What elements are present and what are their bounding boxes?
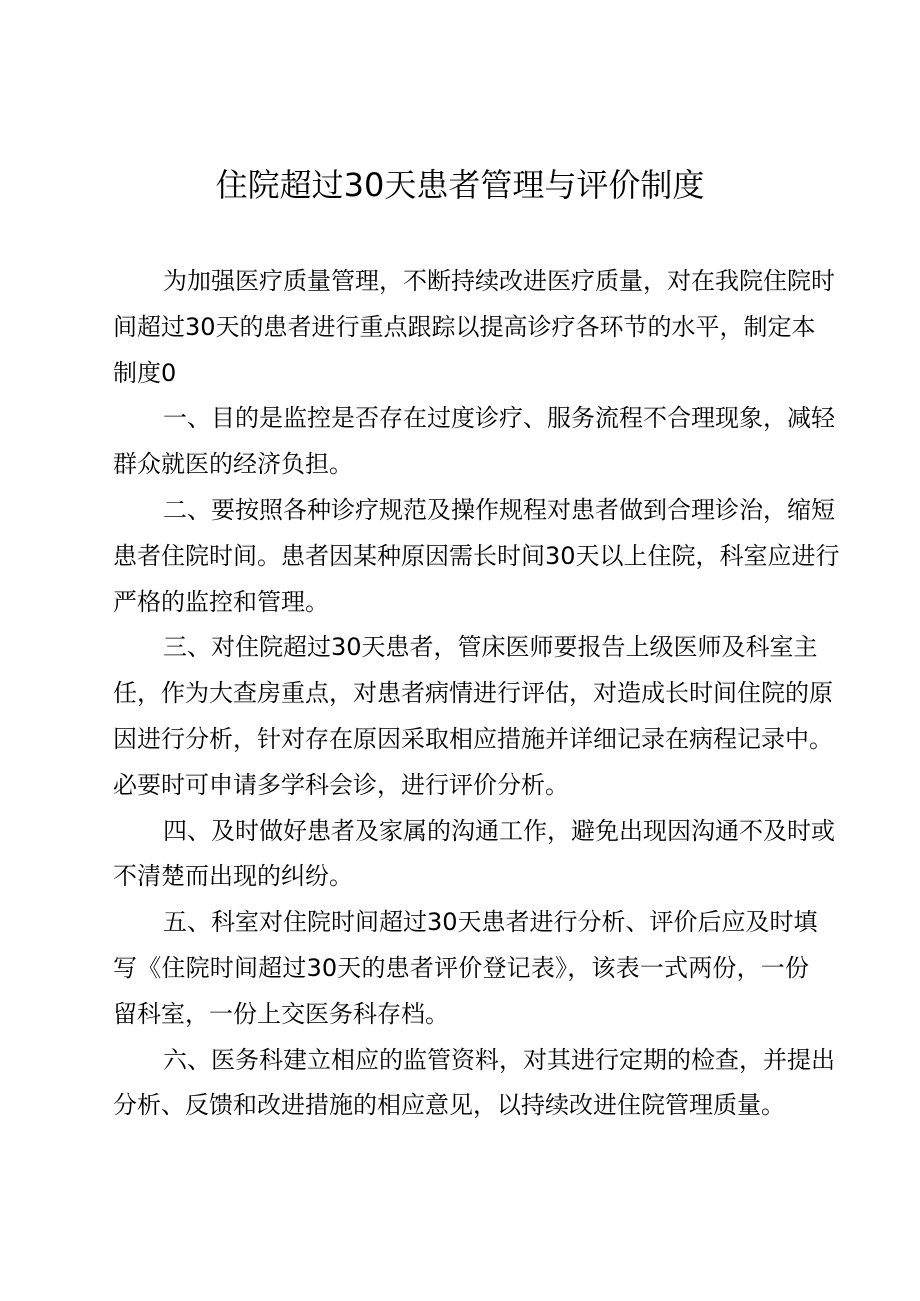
paragraph-line: 群众就医的经济负担。 [113, 450, 353, 479]
paragraph [113, 1038, 835, 1130]
paragraph-line: 患者住院时间。患者因某种原因需长时间30天以上住院，科室应进行 [113, 541, 840, 570]
paragraph-line: 一、目的是监控是否存在过度诊疗、服务流程不合理现象，减轻 [163, 404, 835, 433]
paragraph-line: 严格的监控和管理。 [113, 587, 329, 616]
paragraph-line: 五、科室对住院时间超过30天患者进行分析、评价后应及时填 [163, 908, 818, 937]
paragraph-line: 任，作为大查房重点，对患者病情进行评估，对造成长时间住院的原 [113, 679, 833, 708]
paragraph [113, 396, 835, 488]
paragraph [113, 625, 833, 808]
paragraph [113, 488, 840, 625]
document-body [113, 259, 840, 1129]
paragraph-line: 四、及时做好患者及家属的沟通工作，避免出现因沟通不及时或 [163, 816, 835, 845]
paragraph-line: 分析、反馈和改进措施的相应意见，以持续改进住院管理质量。 [113, 1091, 785, 1120]
paragraph-line: 制度0 [113, 358, 177, 387]
paragraph-line: 因进行分析，针对存在原因采取相应措施并详细记录在病程记录中。 [113, 724, 833, 753]
paragraph [113, 259, 835, 396]
paragraph-line: 不清楚而出现的纠纷。 [113, 862, 353, 891]
paragraph-line: 六、医务科建立相应的监管资料，对其进行定期的检查，并提出 [163, 1045, 835, 1074]
paragraph-line: 必要时可申请多学科会诊，进行评价分析。 [113, 770, 569, 799]
paragraph-line: 三、对住院超过30天患者，管床医师要报告上级医师及科室主 [163, 633, 818, 662]
document-title: 住院超过30天患者管理与评价制度 [215, 166, 705, 204]
paragraph-line: 间超过30天的患者进行重点跟踪以提高诊疗各环节的水平，制定本 [113, 312, 816, 341]
paragraph-line: 为加强医疗质量管理，不断持续改进医疗质量，对在我院住院时 [163, 267, 835, 295]
paragraph-line: 留科室，一份上交医务科存档。 [113, 999, 449, 1028]
paragraph [113, 809, 835, 901]
paragraph [113, 900, 818, 1037]
paragraph-line: 写《住院时间超过30天的患者评价登记表》，该表一式两份，一份 [113, 953, 809, 982]
paragraph-line: 二、要按照各种诊疗规范及操作规程对患者做到合理诊治，缩短 [163, 495, 835, 524]
